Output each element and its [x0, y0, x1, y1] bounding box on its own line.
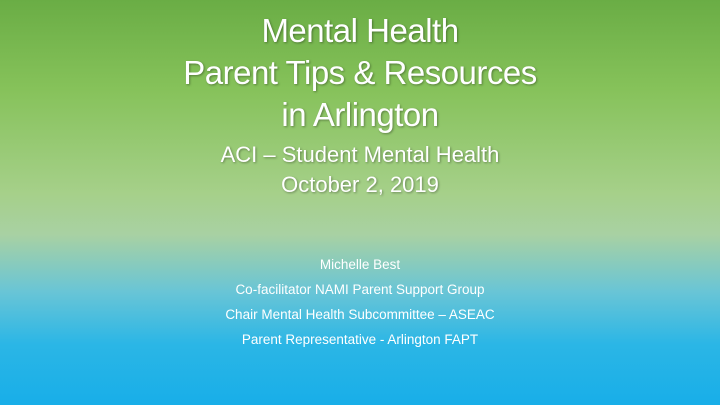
title-line-2: Parent Tips & Resources — [183, 54, 537, 91]
slide-title — [0, 10, 720, 136]
title-line-1: Mental Health — [261, 12, 459, 49]
presenter-role-1: Co-facilitator NAMI Parent Support Group — [235, 282, 485, 297]
event-date: October 2, 2019 — [281, 172, 439, 197]
presenter-name: Michelle Best — [319, 257, 401, 272]
presenter-role-2: Chair Mental Health Subcommittee – ASEAC — [225, 307, 495, 322]
title-line-3: in Arlington — [281, 96, 439, 133]
presenter-info — [0, 252, 720, 352]
slide-subtitle — [0, 140, 720, 200]
presenter-role-3: Parent Representative - Arlington FAPT — [241, 332, 479, 347]
event-name: ACI – Student Mental Health — [220, 142, 500, 167]
